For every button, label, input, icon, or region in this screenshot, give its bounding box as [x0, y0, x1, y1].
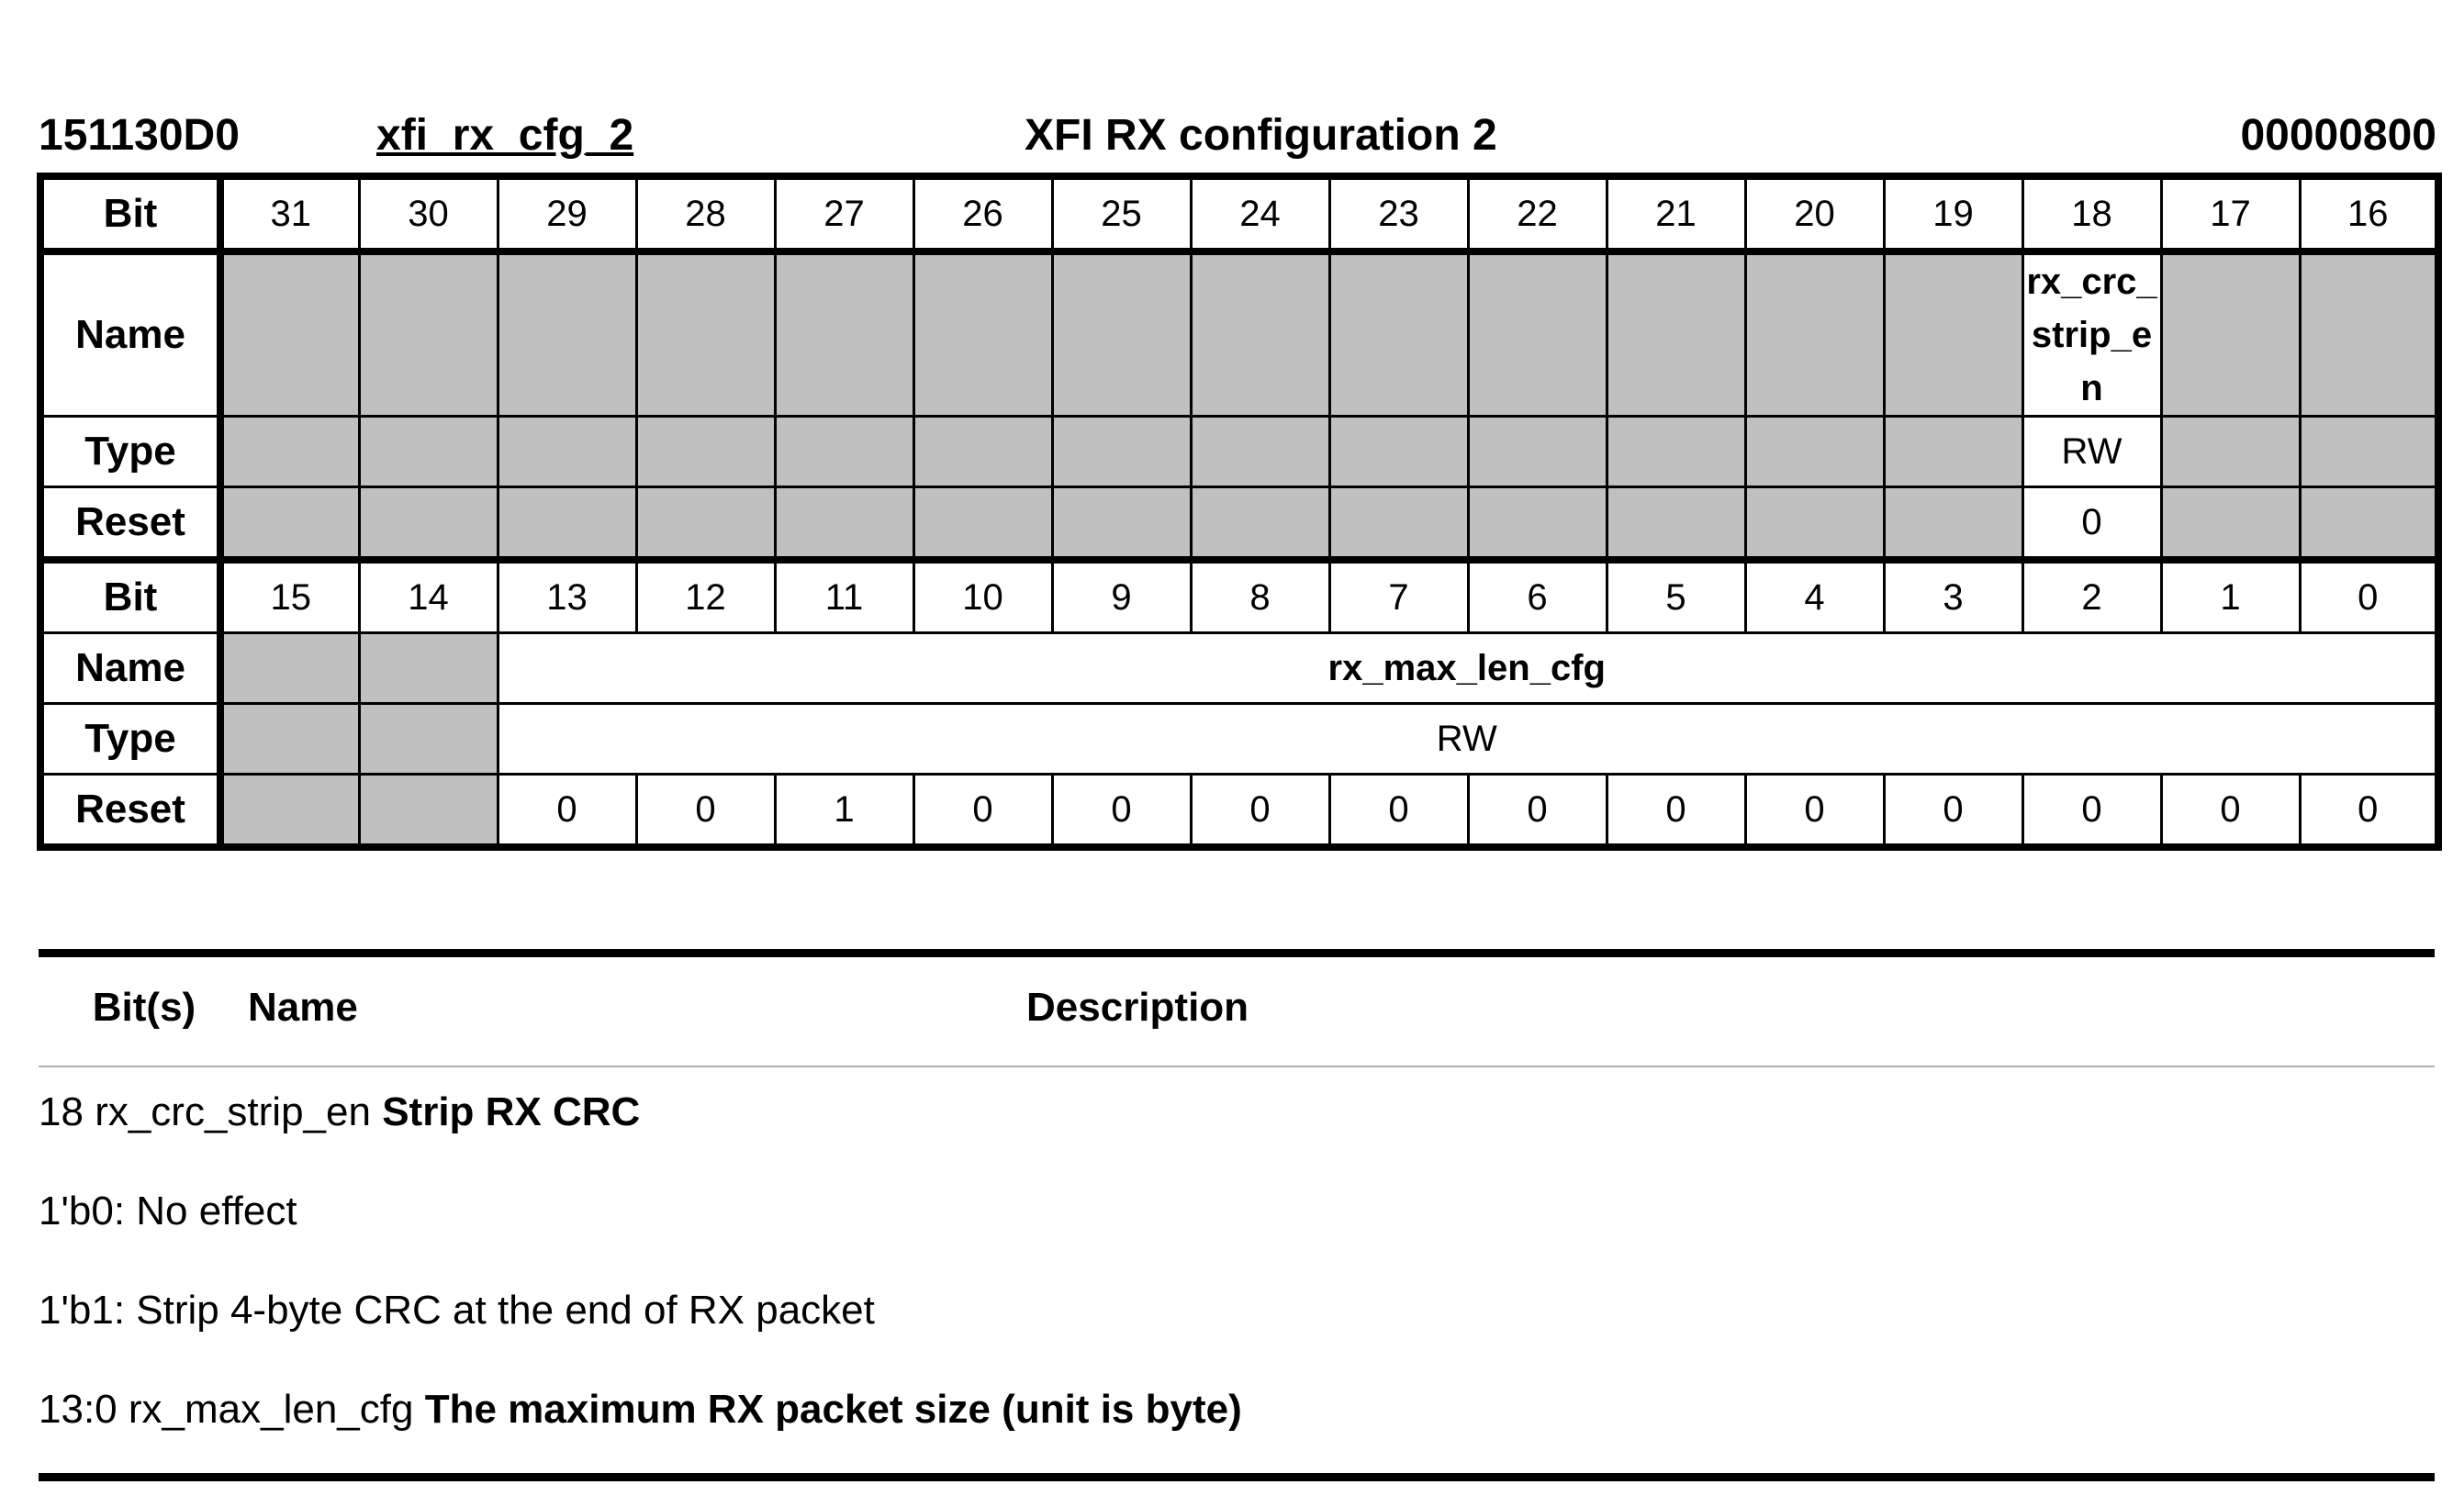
reserved-cell [1052, 417, 1191, 487]
reserved-cell [359, 633, 498, 704]
reset-bit-value: 0 [2161, 775, 2300, 848]
upper-reset-row [40, 487, 2438, 561]
bit-number: 4 [1745, 560, 1884, 633]
bit-number: 21 [1607, 176, 1745, 251]
bit-number: 31 [220, 176, 359, 251]
bit-number: 16 [2300, 176, 2438, 251]
reserved-cell [1607, 487, 1745, 561]
reserved-cell [2300, 487, 2438, 561]
reserved-cell [359, 417, 498, 487]
reserved-cell [1884, 251, 2022, 417]
reset-bit-value: 0 [1607, 775, 1745, 848]
bit-number: 0 [2300, 560, 2438, 633]
reserved-cell [1329, 417, 1468, 487]
description-row [39, 1387, 2435, 1442]
reset-bit-value: 0 [1052, 775, 1191, 848]
bit-number: 27 [775, 176, 913, 251]
upper-bit-row [40, 176, 2438, 251]
reserved-cell [913, 487, 1052, 561]
field-description-table [39, 949, 2435, 1481]
type-label: Type [40, 704, 220, 775]
row-bits: 18 [39, 1089, 84, 1134]
bit-label: Bit [40, 176, 220, 251]
reserved-cell [1329, 487, 1468, 561]
reserved-cell [1191, 487, 1329, 561]
bit-number: 23 [1329, 176, 1468, 251]
description-line [39, 1288, 2435, 1343]
reset-bit-value: 0 [1191, 775, 1329, 848]
row-description-title: Strip RX CRC [382, 1089, 641, 1134]
reserved-cell [220, 633, 359, 704]
reserved-cell [359, 251, 498, 417]
reset-bit-value: 0 [498, 775, 636, 848]
bit-number: 8 [1191, 560, 1329, 633]
reserved-cell [1329, 251, 1468, 417]
field-reset-rx-crc-strip-en: 0 [2022, 487, 2161, 561]
bit-number: 12 [636, 560, 775, 633]
reserved-cell [1607, 251, 1745, 417]
bit-number: 9 [1052, 560, 1191, 633]
reserved-cell [1052, 251, 1191, 417]
reserved-cell [636, 417, 775, 487]
reserved-cell [913, 417, 1052, 487]
reset-bit-value: 0 [2300, 775, 2438, 848]
bit-number: 20 [1745, 176, 1884, 251]
reserved-cell [1052, 487, 1191, 561]
field-name-rx-crc-strip-en: rx_crc_strip_en [2022, 251, 2161, 417]
bit-number: 2 [2022, 560, 2161, 633]
bit-number: 19 [1884, 176, 2022, 251]
bit-number: 6 [1468, 560, 1607, 633]
register-header [39, 108, 2436, 163]
bit-number: 25 [1052, 176, 1191, 251]
reset-label: Reset [40, 487, 220, 561]
bit-label: Bit [40, 560, 220, 633]
reset-bit-value: 1 [775, 775, 913, 848]
description-header-row [39, 957, 2435, 1067]
reserved-cell [2161, 417, 2300, 487]
reserved-cell [1468, 417, 1607, 487]
bit-number: 24 [1191, 176, 1329, 251]
bit-number: 13 [498, 560, 636, 633]
reserved-cell [1884, 487, 2022, 561]
bit-number: 11 [775, 560, 913, 633]
reserved-cell [1468, 251, 1607, 417]
bit-number: 5 [1607, 560, 1745, 633]
reset-bit-value: 0 [1468, 775, 1607, 848]
name-label: Name [40, 251, 220, 417]
reset-bit-value: 0 [1884, 775, 2022, 848]
row-description-line: 1'b1: Strip 4-byte CRC at the end of RX packet [39, 1288, 875, 1333]
reset-bit-value: 0 [636, 775, 775, 848]
reserved-cell [220, 775, 359, 848]
reserved-cell [220, 251, 359, 417]
reserved-cell [359, 775, 498, 848]
field-type-rx-max-len-cfg: RW [498, 704, 2438, 775]
reserved-cell [2161, 251, 2300, 417]
bit-number: 29 [498, 176, 636, 251]
row-description-line: 1'b0: No effect [39, 1189, 297, 1234]
bit-number: 28 [636, 176, 775, 251]
field-type-rx-crc-strip-en: RW [2022, 417, 2161, 487]
reset-bit-value: 0 [1329, 775, 1468, 848]
reserved-cell [1745, 417, 1884, 487]
register-title: XFI RX configuration 2 [1025, 111, 1497, 160]
upper-name-row [40, 251, 2438, 417]
reserved-cell [775, 251, 913, 417]
reserved-cell [2300, 417, 2438, 487]
bits-column-header: Bit(s) [92, 985, 196, 1030]
name-column-header: Name [248, 985, 358, 1030]
register-reset-value: 00000800 [2240, 111, 2436, 160]
bit-number: 18 [2022, 176, 2161, 251]
reserved-cell [220, 417, 359, 487]
reserved-cell [636, 251, 775, 417]
bit-number: 30 [359, 176, 498, 251]
bit-number: 22 [1468, 176, 1607, 251]
name-label: Name [40, 633, 220, 704]
field-name-rx-max-len-cfg: rx_max_len_cfg [498, 633, 2438, 704]
bit-number: 7 [1329, 560, 1468, 633]
lower-type-row [40, 704, 2438, 775]
bit-number: 26 [913, 176, 1052, 251]
row-field-name: rx_max_len_cfg [128, 1387, 414, 1432]
reset-bit-value: 0 [1745, 775, 1884, 848]
reserved-cell [2161, 487, 2300, 561]
reserved-cell [2300, 251, 2438, 417]
bit-number: 17 [2161, 176, 2300, 251]
type-label: Type [40, 417, 220, 487]
lower-name-row [40, 633, 2438, 704]
register-bit-table [37, 173, 2442, 851]
reserved-cell [498, 417, 636, 487]
row-bits: 13:0 [39, 1387, 118, 1432]
reserved-cell [1745, 487, 1884, 561]
upper-type-row [40, 417, 2438, 487]
reserved-cell [220, 487, 359, 561]
reserved-cell [1468, 487, 1607, 561]
description-line [39, 1189, 2435, 1244]
reserved-cell [775, 487, 913, 561]
reserved-cell [220, 704, 359, 775]
lower-reset-row [40, 775, 2438, 848]
register-name-link[interactable]: xfi_rx_cfg_2 [376, 111, 634, 160]
bit-number: 15 [220, 560, 359, 633]
row-description-title: The maximum RX packet size (unit is byte) [424, 1387, 1242, 1432]
reserved-cell [913, 251, 1052, 417]
bit-number: 3 [1884, 560, 2022, 633]
bit-number: 10 [913, 560, 1052, 633]
bit-number: 1 [2161, 560, 2300, 633]
register-address: 151130D0 [39, 111, 240, 160]
reserved-cell [1884, 417, 2022, 487]
reserved-cell [636, 487, 775, 561]
row-field-name: rx_crc_strip_en [95, 1089, 371, 1134]
reserved-cell [359, 487, 498, 561]
reserved-cell [1607, 417, 1745, 487]
reserved-cell [1191, 251, 1329, 417]
reserved-cell [775, 417, 913, 487]
reserved-cell [359, 704, 498, 775]
reset-bit-value: 0 [913, 775, 1052, 848]
reset-bit-value: 0 [2022, 775, 2161, 848]
reserved-cell [498, 251, 636, 417]
description-row [39, 1089, 2435, 1144]
lower-bit-row [40, 560, 2438, 633]
reserved-cell [1191, 417, 1329, 487]
reset-label: Reset [40, 775, 220, 848]
description-column-header: Description [1026, 985, 1249, 1030]
reserved-cell [1745, 251, 1884, 417]
bit-number: 14 [359, 560, 498, 633]
reserved-cell [498, 487, 636, 561]
